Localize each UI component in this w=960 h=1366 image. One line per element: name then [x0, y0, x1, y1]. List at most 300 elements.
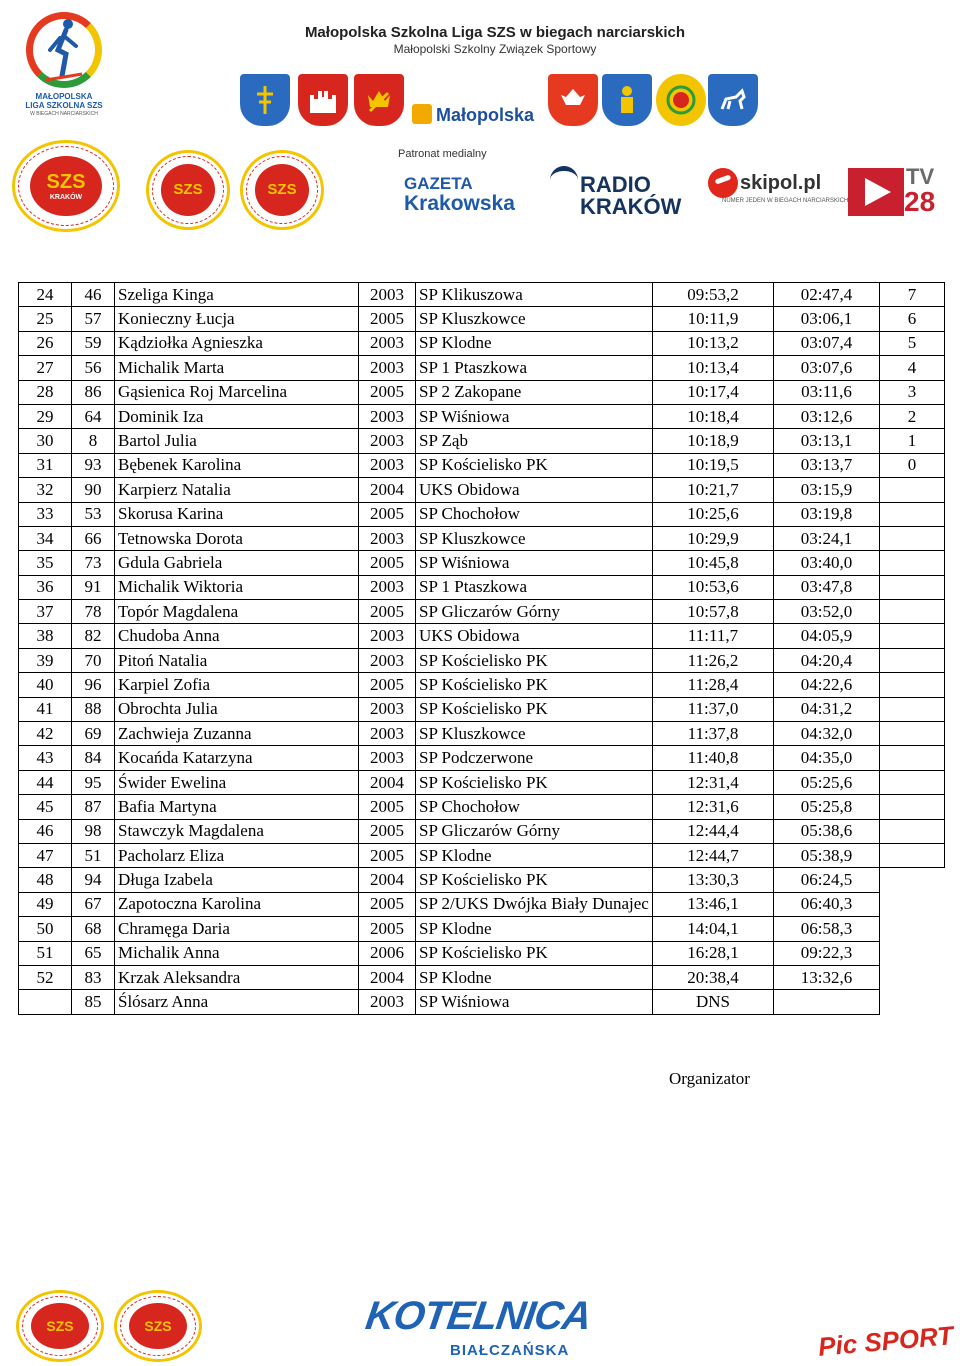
- badge-ring: [18, 146, 114, 226]
- bib-cell: 53: [72, 502, 115, 526]
- malopolska-logo: [412, 104, 534, 126]
- malopolska-mark-icon: [412, 104, 432, 124]
- radio-krakow-logo: [548, 166, 681, 218]
- points-cell: [880, 722, 945, 746]
- diff-cell: 05:25,6: [774, 770, 880, 794]
- time-cell: 12:44,7: [653, 843, 774, 867]
- points-cell: 3: [880, 380, 945, 404]
- table-row: [19, 892, 945, 916]
- year-cell: 2005: [359, 917, 416, 941]
- place-cell: 42: [19, 722, 72, 746]
- place-cell: 44: [19, 770, 72, 794]
- bib-cell: 86: [72, 380, 115, 404]
- gazeta-line: GAZETA: [404, 174, 473, 193]
- school-cell: SP Kluszkowce: [416, 307, 653, 331]
- school-cell: SP Kościelisko PK: [416, 453, 653, 477]
- school-cell: SP Kościelisko PK: [416, 941, 653, 965]
- place-cell: 26: [19, 331, 72, 355]
- school-cell: UKS Obidowa: [416, 624, 653, 648]
- table-row: [19, 380, 945, 404]
- points-cell: [880, 746, 945, 770]
- table-row: [19, 575, 945, 599]
- place-cell: 27: [19, 356, 72, 380]
- league-logo-line: MAŁOPOLSKA: [35, 92, 93, 101]
- szs-krakow-logo: [12, 140, 120, 232]
- points-cell: [880, 770, 945, 794]
- name-cell: Pitoń Natalia: [115, 648, 359, 672]
- bib-cell: 82: [72, 624, 115, 648]
- year-cell: 2005: [359, 819, 416, 843]
- school-cell: SP 2/UKS Dwójka Biały Dunajec: [416, 892, 653, 916]
- year-cell: 2003: [359, 575, 416, 599]
- name-cell: Michalik Anna: [115, 941, 359, 965]
- year-cell: 2005: [359, 600, 416, 624]
- school-cell: SP Kościelisko PK: [416, 648, 653, 672]
- points-cell: [880, 868, 945, 892]
- patronat-label: Patronat medialny: [398, 148, 487, 160]
- time-cell: 10:18,9: [653, 429, 774, 453]
- results-table: [18, 282, 945, 1015]
- name-cell: Gąsienica Roj Marcelina: [115, 380, 359, 404]
- table-row: [19, 990, 945, 1014]
- diff-cell: 03:13,7: [774, 453, 880, 477]
- school-cell: SP Wiśniowa: [416, 990, 653, 1014]
- name-cell: Stawczyk Magdalena: [115, 819, 359, 843]
- bib-cell: 70: [72, 648, 115, 672]
- bib-cell: 68: [72, 917, 115, 941]
- points-cell: [880, 819, 945, 843]
- points-cell: 4: [880, 356, 945, 380]
- bib-cell: 66: [72, 526, 115, 550]
- points-cell: 0: [880, 453, 945, 477]
- school-cell: SP Chochołow: [416, 795, 653, 819]
- points-cell: 5: [880, 331, 945, 355]
- szs-powiat-logo: [16, 1290, 104, 1362]
- school-cell: SP 1 Ptaszkowa: [416, 575, 653, 599]
- year-cell: 2004: [359, 770, 416, 794]
- diff-cell: 03:19,8: [774, 502, 880, 526]
- diff-cell: 04:22,6: [774, 673, 880, 697]
- eagle-crest-icon: [548, 74, 598, 126]
- school-cell: SP Klikuszowa: [416, 283, 653, 307]
- name-cell: Pacholarz Eliza: [115, 843, 359, 867]
- place-cell: 40: [19, 673, 72, 697]
- points-cell: 1: [880, 429, 945, 453]
- points-cell: [880, 892, 945, 916]
- place-cell: 31: [19, 453, 72, 477]
- school-cell: SP Chochołow: [416, 502, 653, 526]
- name-cell: Konieczny Łucja: [115, 307, 359, 331]
- bib-cell: 84: [72, 746, 115, 770]
- radio-line: RADIO: [580, 172, 651, 197]
- points-cell: 7: [880, 283, 945, 307]
- school-cell: SP Gliczarów Górny: [416, 600, 653, 624]
- name-cell: Kądziołka Agnieszka: [115, 331, 359, 355]
- place-cell: 35: [19, 551, 72, 575]
- bib-cell: 95: [72, 770, 115, 794]
- year-cell: 2005: [359, 380, 416, 404]
- school-cell: SP Kluszkowce: [416, 722, 653, 746]
- table-row: [19, 819, 945, 843]
- points-cell: [880, 941, 945, 965]
- place-cell: 30: [19, 429, 72, 453]
- radio-wave-icon: [550, 166, 578, 180]
- tv-label: TV: [906, 164, 935, 189]
- diff-cell: 05:38,6: [774, 819, 880, 843]
- diff-cell: 03:40,0: [774, 551, 880, 575]
- results-body: [19, 283, 945, 1015]
- skipol-tagline: NUMER JEDEN W BIEGACH NARCIARSKICH: [722, 198, 849, 204]
- place-cell: 38: [19, 624, 72, 648]
- time-cell: 10:17,4: [653, 380, 774, 404]
- points-cell: [880, 526, 945, 550]
- bib-cell: 90: [72, 478, 115, 502]
- place-cell: 36: [19, 575, 72, 599]
- diff-cell: 04:20,4: [774, 648, 880, 672]
- table-row: [19, 843, 945, 867]
- bib-cell: 56: [72, 356, 115, 380]
- header-logos: [0, 0, 960, 240]
- picsport-logo: Pic SPORT: [816, 1320, 955, 1362]
- place-cell: 39: [19, 648, 72, 672]
- year-cell: 2005: [359, 892, 416, 916]
- place-cell: 49: [19, 892, 72, 916]
- time-cell: 10:45,8: [653, 551, 774, 575]
- table-row: [19, 307, 945, 331]
- school-cell: SP Wiśniowa: [416, 551, 653, 575]
- time-cell: 11:11,7: [653, 624, 774, 648]
- school-cell: SP Klodne: [416, 917, 653, 941]
- name-cell: Krzak Aleksandra: [115, 965, 359, 989]
- name-cell: Chudoba Anna: [115, 624, 359, 648]
- diff-cell: 06:58,3: [774, 917, 880, 941]
- radio-line: KRAKÓW: [580, 194, 682, 219]
- badge-ring: [246, 156, 318, 224]
- place-cell: 43: [19, 746, 72, 770]
- diff-cell: 04:35,0: [774, 746, 880, 770]
- time-cell: 10:57,8: [653, 600, 774, 624]
- place-cell: 41: [19, 697, 72, 721]
- points-cell: [880, 551, 945, 575]
- szs-label: SZS: [46, 171, 86, 193]
- table-row: [19, 429, 945, 453]
- diff-cell: 03:13,1: [774, 429, 880, 453]
- league-logo: [14, 8, 114, 126]
- name-cell: Michalik Marta: [115, 356, 359, 380]
- szs-powiat-logo: [240, 150, 324, 230]
- diff-cell: 04:32,0: [774, 722, 880, 746]
- bib-cell: 98: [72, 819, 115, 843]
- diff-cell: 03:07,6: [774, 356, 880, 380]
- time-cell: DNS: [653, 990, 774, 1014]
- year-cell: 2005: [359, 673, 416, 697]
- time-cell: 10:53,6: [653, 575, 774, 599]
- school-cell: SP Wiśniowa: [416, 404, 653, 428]
- time-cell: 20:38,4: [653, 965, 774, 989]
- year-cell: 2006: [359, 941, 416, 965]
- school-cell: SP Kościelisko PK: [416, 697, 653, 721]
- bib-cell: 46: [72, 283, 115, 307]
- school-cell: SP Klodne: [416, 843, 653, 867]
- diff-cell: 03:06,1: [774, 307, 880, 331]
- table-row: [19, 600, 945, 624]
- points-cell: [880, 843, 945, 867]
- place-cell: 52: [19, 965, 72, 989]
- page-subtitle: Małopolski Szkolny Związek Sportowy: [393, 42, 597, 56]
- malopolska-label: Małopolska: [436, 105, 535, 125]
- table-row: [19, 502, 945, 526]
- time-cell: 11:40,8: [653, 746, 774, 770]
- place-cell: 47: [19, 843, 72, 867]
- school-cell: SP Kościelisko PK: [416, 770, 653, 794]
- year-cell: 2003: [359, 526, 416, 550]
- points-cell: [880, 575, 945, 599]
- time-cell: 10:13,2: [653, 331, 774, 355]
- place-cell: 51: [19, 941, 72, 965]
- bib-cell: 69: [72, 722, 115, 746]
- points-cell: [880, 648, 945, 672]
- name-cell: Zachwieja Zuzanna: [115, 722, 359, 746]
- time-cell: 12:31,6: [653, 795, 774, 819]
- bib-cell: 65: [72, 941, 115, 965]
- diff-cell: 03:15,9: [774, 478, 880, 502]
- diff-cell: 06:40,3: [774, 892, 880, 916]
- diff-cell: 03:47,8: [774, 575, 880, 599]
- place-cell: [19, 990, 72, 1014]
- badge-ring: [152, 156, 224, 224]
- time-cell: 10:13,4: [653, 356, 774, 380]
- tv28-logo: [848, 166, 948, 218]
- badge-ring: [22, 1296, 98, 1356]
- table-row: [19, 551, 945, 575]
- name-cell: Michalik Wiktoria: [115, 575, 359, 599]
- time-cell: 10:18,4: [653, 404, 774, 428]
- time-cell: 10:19,5: [653, 453, 774, 477]
- skipol-logo: [708, 168, 848, 205]
- diff-cell: 04:31,2: [774, 697, 880, 721]
- badge-ring: [120, 1296, 196, 1356]
- points-cell: [880, 795, 945, 819]
- place-cell: 24: [19, 283, 72, 307]
- time-cell: 10:29,9: [653, 526, 774, 550]
- kotelnica-line: BIAŁCZAŃSKA: [450, 1342, 570, 1359]
- table-row: [19, 648, 945, 672]
- school-cell: SP 1 Ptaszkowa: [416, 356, 653, 380]
- year-cell: 2003: [359, 283, 416, 307]
- szs-powiat-logo: [146, 150, 230, 230]
- table-row: [19, 624, 945, 648]
- bib-cell: 91: [72, 575, 115, 599]
- skipol-name: skipol.pl: [740, 171, 822, 194]
- szs-krakow-label: KRAKÓW: [49, 194, 83, 201]
- place-cell: 29: [19, 404, 72, 428]
- league-logo-line: LIGA SZKOLNA SZS: [25, 101, 103, 110]
- szs-powiat-logo: [114, 1290, 202, 1362]
- time-cell: 09:53,2: [653, 283, 774, 307]
- year-cell: 2004: [359, 478, 416, 502]
- time-cell: 10:11,9: [653, 307, 774, 331]
- play-icon: [848, 168, 904, 216]
- school-cell: SP Ząb: [416, 429, 653, 453]
- school-cell: SP 2 Zakopane: [416, 380, 653, 404]
- year-cell: 2005: [359, 551, 416, 575]
- diff-cell: 06:24,5: [774, 868, 880, 892]
- year-cell: 2005: [359, 307, 416, 331]
- school-cell: SP Gliczarów Górny: [416, 819, 653, 843]
- table-row: [19, 356, 945, 380]
- bib-cell: 51: [72, 843, 115, 867]
- name-cell: Świder Ewelina: [115, 770, 359, 794]
- page-title: Małopolska Szkolna Liga SZS w biegach narciarskich: [304, 24, 686, 41]
- points-cell: [880, 990, 945, 1014]
- place-cell: 33: [19, 502, 72, 526]
- table-row: [19, 917, 945, 941]
- name-cell: Ślósarz Anna: [115, 990, 359, 1014]
- header-title-block: [260, 24, 730, 56]
- horseman-crest-icon: [708, 74, 758, 126]
- diff-cell: 05:25,8: [774, 795, 880, 819]
- year-cell: 2003: [359, 722, 416, 746]
- school-cell: SP Klodne: [416, 331, 653, 355]
- gazeta-line: Krakowska: [404, 192, 515, 215]
- table-row: [19, 795, 945, 819]
- name-cell: Długa Izabela: [115, 868, 359, 892]
- place-cell: 28: [19, 380, 72, 404]
- year-cell: 2003: [359, 331, 416, 355]
- diff-cell: 02:47,4: [774, 283, 880, 307]
- year-cell: 2003: [359, 990, 416, 1014]
- name-cell: Zapotoczna Karolina: [115, 892, 359, 916]
- points-cell: [880, 917, 945, 941]
- bib-cell: 59: [72, 331, 115, 355]
- name-cell: Tetnowska Dorota: [115, 526, 359, 550]
- castle-crest-icon: [298, 74, 348, 126]
- table-row: [19, 331, 945, 355]
- year-cell: 2003: [359, 624, 416, 648]
- name-cell: Karpiel Zofia: [115, 673, 359, 697]
- year-cell: 2003: [359, 356, 416, 380]
- bib-cell: 57: [72, 307, 115, 331]
- year-cell: 2003: [359, 746, 416, 770]
- time-cell: 16:28,1: [653, 941, 774, 965]
- place-cell: 25: [19, 307, 72, 331]
- name-cell: Obrochta Julia: [115, 697, 359, 721]
- bib-cell: 85: [72, 990, 115, 1014]
- time-cell: 11:26,2: [653, 648, 774, 672]
- bib-cell: 64: [72, 404, 115, 428]
- league-logo-text: [14, 92, 114, 119]
- time-cell: 10:21,7: [653, 478, 774, 502]
- diff-cell: 03:07,4: [774, 331, 880, 355]
- time-cell: 12:44,4: [653, 819, 774, 843]
- diff-cell: 03:24,1: [774, 526, 880, 550]
- name-cell: Kocańda Katarzyna: [115, 746, 359, 770]
- bib-cell: 87: [72, 795, 115, 819]
- table-row: [19, 722, 945, 746]
- name-cell: Skorusa Karina: [115, 502, 359, 526]
- time-cell: 11:28,4: [653, 673, 774, 697]
- table-row: [19, 697, 945, 721]
- year-cell: 2003: [359, 648, 416, 672]
- time-cell: 12:31,4: [653, 770, 774, 794]
- name-cell: Szeliga Kinga: [115, 283, 359, 307]
- table-row: [19, 965, 945, 989]
- name-cell: Dominik Iza: [115, 404, 359, 428]
- name-cell: Bartol Julia: [115, 429, 359, 453]
- year-cell: 2003: [359, 429, 416, 453]
- place-cell: 37: [19, 600, 72, 624]
- school-cell: SP Podczerwone: [416, 746, 653, 770]
- year-cell: 2004: [359, 965, 416, 989]
- szs-label: SZS: [173, 181, 203, 199]
- points-cell: 2: [880, 404, 945, 428]
- kotelnica-line: KOTELNICA: [362, 1294, 594, 1338]
- name-cell: Karpierz Natalia: [115, 478, 359, 502]
- place-cell: 32: [19, 478, 72, 502]
- year-cell: 2003: [359, 697, 416, 721]
- school-cell: SP Kościelisko PK: [416, 868, 653, 892]
- szs-label: SZS: [144, 1318, 172, 1334]
- table-row: [19, 526, 945, 550]
- bib-cell: 94: [72, 868, 115, 892]
- points-cell: [880, 478, 945, 502]
- place-cell: 50: [19, 917, 72, 941]
- points-cell: [880, 673, 945, 697]
- bib-cell: 83: [72, 965, 115, 989]
- sun-crest-icon: [656, 74, 706, 126]
- table-row: [19, 868, 945, 892]
- name-cell: Bafia Martyna: [115, 795, 359, 819]
- place-cell: 45: [19, 795, 72, 819]
- time-cell: 14:04,1: [653, 917, 774, 941]
- school-cell: SP Kluszkowce: [416, 526, 653, 550]
- points-cell: [880, 697, 945, 721]
- time-cell: 13:46,1: [653, 892, 774, 916]
- year-cell: 2005: [359, 795, 416, 819]
- table-row: [19, 283, 945, 307]
- diff-cell: 09:22,3: [774, 941, 880, 965]
- points-cell: [880, 502, 945, 526]
- bib-cell: 88: [72, 697, 115, 721]
- time-cell: 11:37,0: [653, 697, 774, 721]
- table-row: [19, 941, 945, 965]
- year-cell: 2005: [359, 502, 416, 526]
- crown-crest-icon: [354, 74, 404, 126]
- organizer-label: Organizator: [669, 1069, 750, 1088]
- points-cell: 6: [880, 307, 945, 331]
- crest-icon: [240, 74, 290, 126]
- school-cell: SP Klodne: [416, 965, 653, 989]
- points-cell: [880, 624, 945, 648]
- league-logo-line: W BIEGACH NARCIARSKICH: [30, 111, 98, 117]
- table-row: [19, 478, 945, 502]
- time-cell: 13:30,3: [653, 868, 774, 892]
- school-cell: UKS Obidowa: [416, 478, 653, 502]
- points-cell: [880, 965, 945, 989]
- szs-label: SZS: [267, 181, 297, 199]
- name-cell: Topór Magdalena: [115, 600, 359, 624]
- place-cell: 48: [19, 868, 72, 892]
- table-row: [19, 673, 945, 697]
- name-cell: Chramęga Daria: [115, 917, 359, 941]
- diff-cell: 03:11,6: [774, 380, 880, 404]
- diff-cell: [774, 990, 880, 1014]
- diff-cell: 04:05,9: [774, 624, 880, 648]
- diff-cell: 13:32,6: [774, 965, 880, 989]
- time-cell: 10:25,6: [653, 502, 774, 526]
- name-cell: Gdula Gabriela: [115, 551, 359, 575]
- place-cell: 34: [19, 526, 72, 550]
